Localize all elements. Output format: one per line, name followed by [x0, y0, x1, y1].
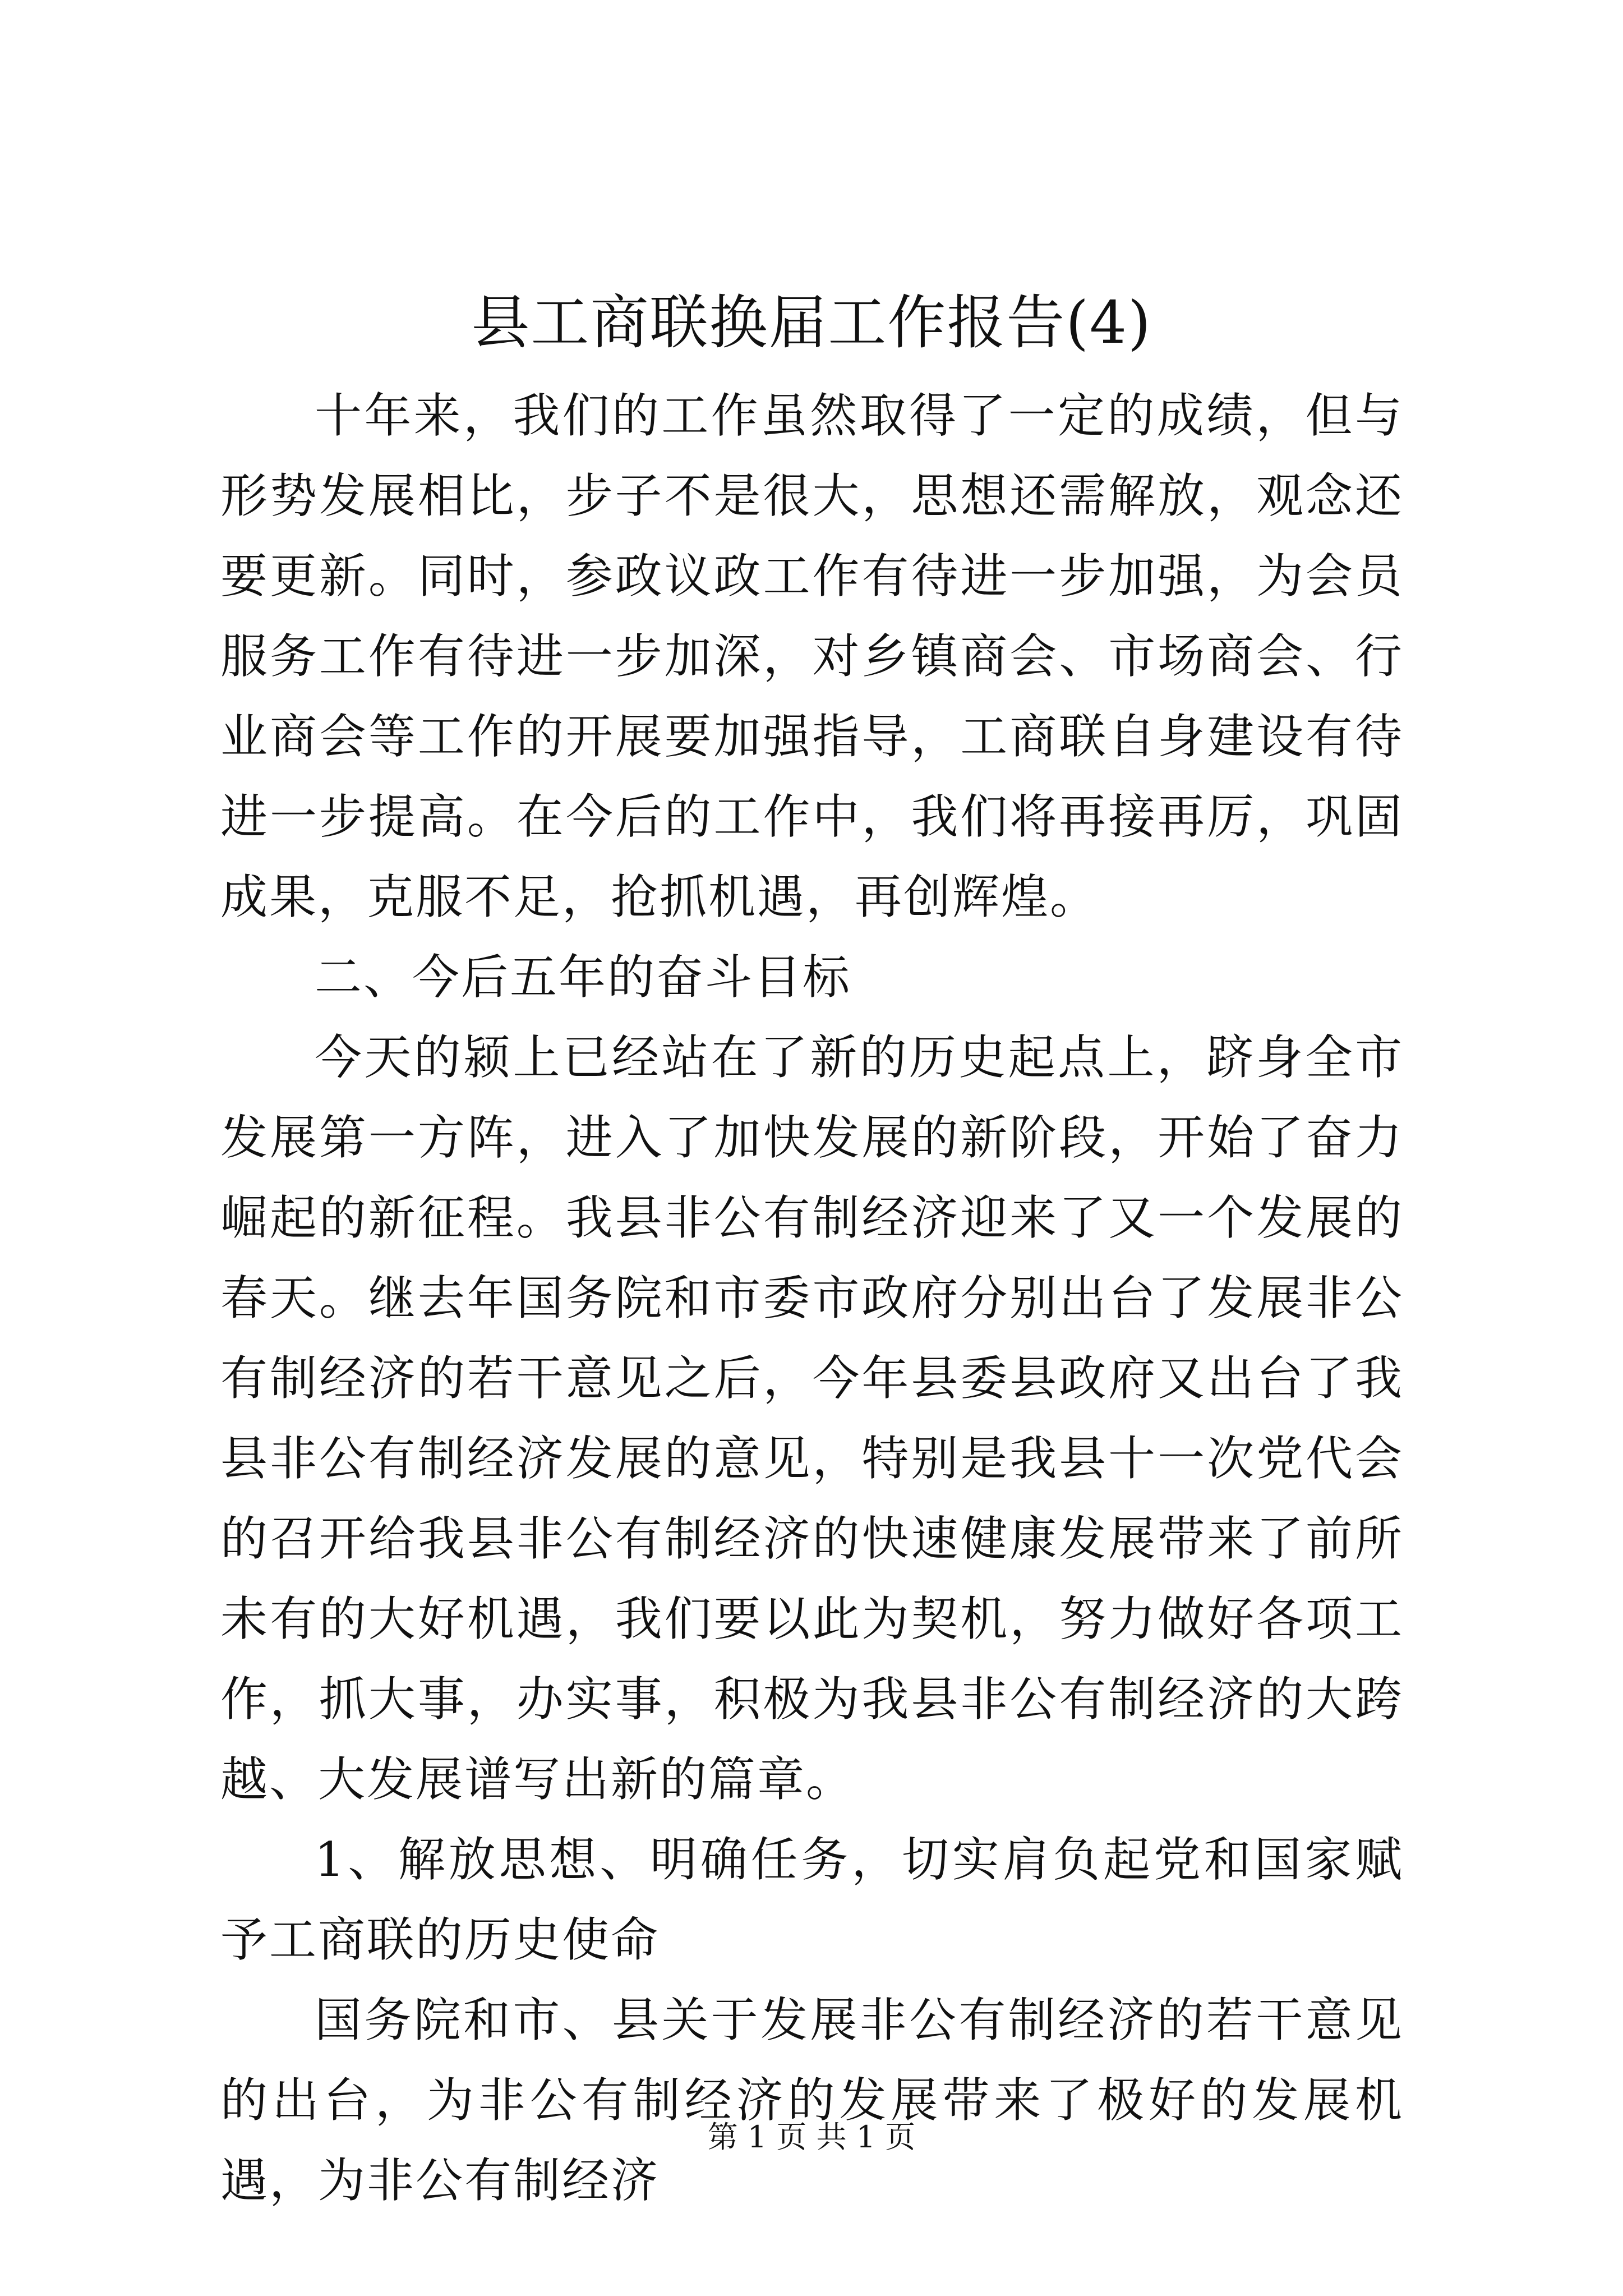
page-footer: 第 1 页 共 1 页 — [707, 2119, 916, 2155]
paragraph-new-starting-point: 今天的颍上已经站在了新的历史起点上，跻身全市发展第一方阵，进入了加快发展的新阶段，开始了奋力崛起的新征程。我县非公有制经济迎来了又一个发展的春天。继去年国务院和市委市政府分别出台了发展非公有制经济的若干意见之后，今年县委县政府又出台了我县非公有制经济发展的意见，特别是我县十一次党代会的召开给我县非公有制经济的快速健康发展带来了前所未有的大好机遇，我们要以此为契机，努力做好各项工作，抓大事，办实事，积极为我县非公有制经济的大跨越、大发展谱写出新的篇章。 — [220, 1030, 1404, 1807]
paragraph-summary: 十年来，我们的工作虽然取得了一定的成绩，但与形势发展相比，步子不是很大，思想还需解放，观念还要更新。同时，参政议政工作有待进一步加强，为会员服务工作有待进一步加深，对乡镇商会、市场商会、行业商会等工作的开展要加强指导，工商联自身建设有待进一步提高。在今后的工作中，我们将再接再厉，巩固成果，克服不足，抢抓机遇，再创辉煌。 — [220, 388, 1404, 924]
document-body — [220, 376, 1404, 2221]
subheading-mission: 1、解放思想、明确任务，切实肩负起党和国家赋予工商联的历史使命 — [220, 1832, 1404, 1967]
section-heading-goals: 二、今后五年的奋斗目标 — [315, 950, 852, 1005]
paragraph-opinions: 国务院和市、县关于发展非公有制经济的若干意见的出台，为非公有制经济的发展带来了极好的发展机遇，为非公有制经济 — [220, 1993, 1404, 2208]
document-title: 县工商联换届工作报告(4) — [471, 288, 1152, 357]
